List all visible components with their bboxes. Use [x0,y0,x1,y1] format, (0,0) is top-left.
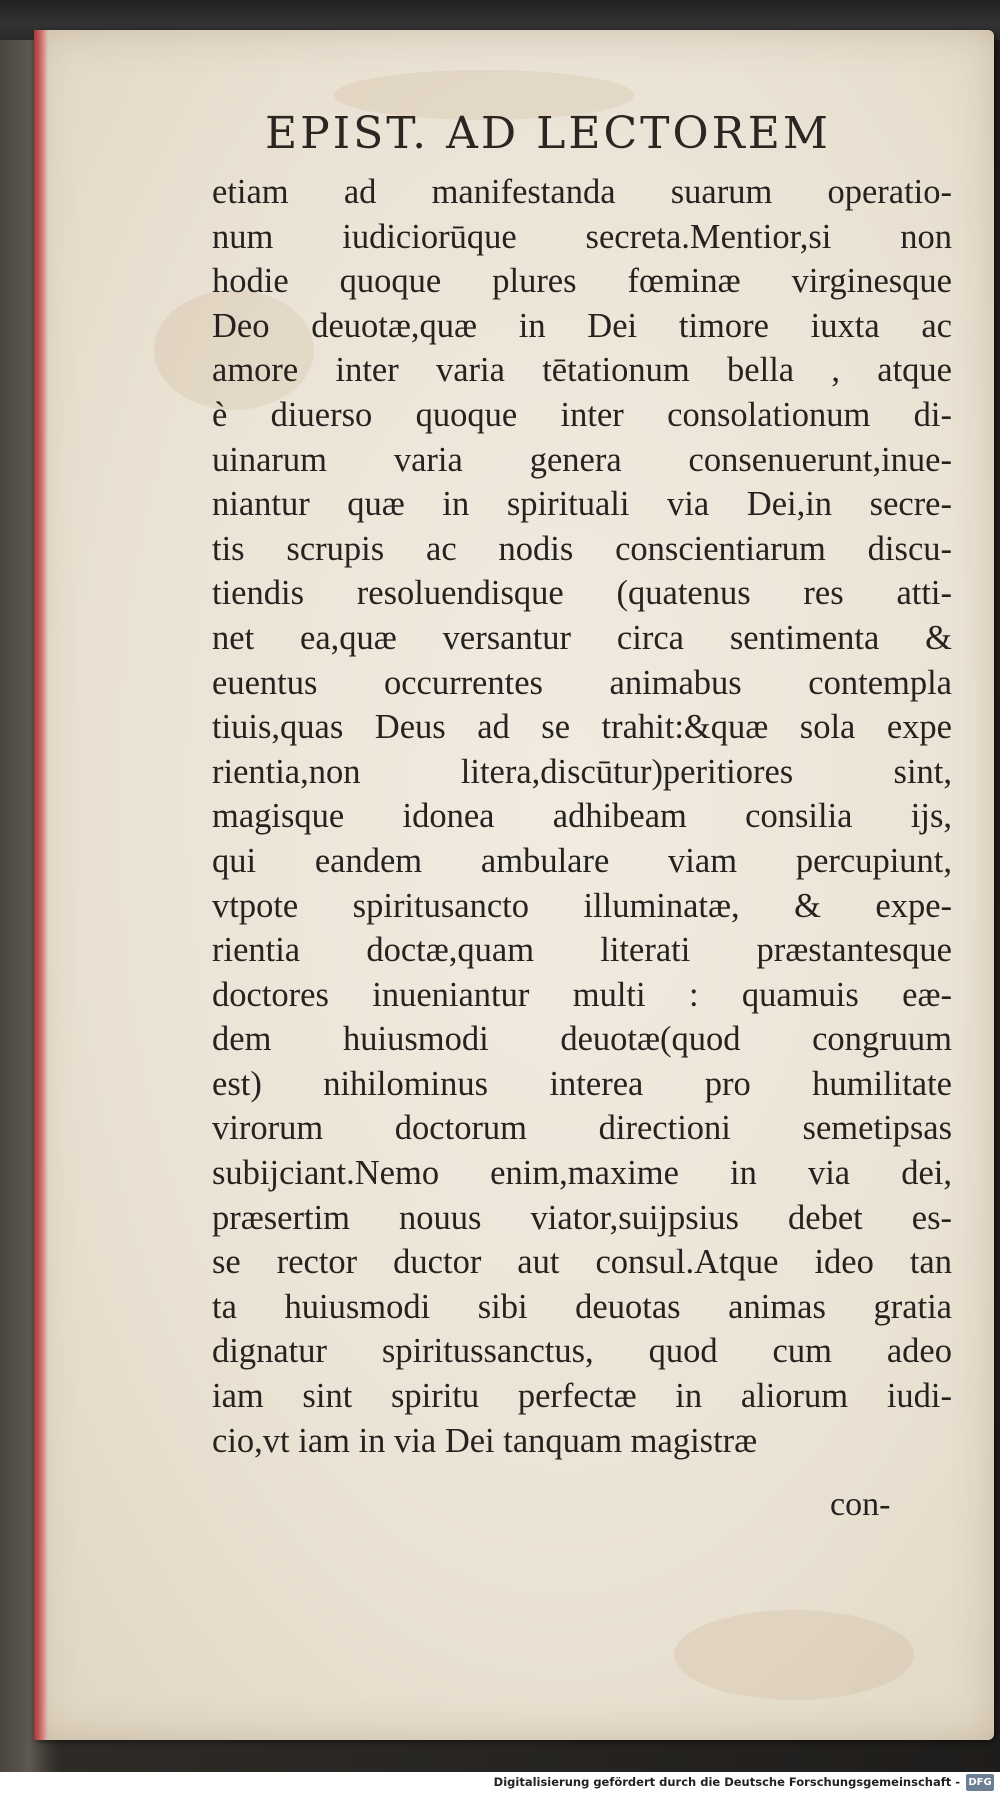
text-line: dem huiusmodi deuotæ(quod congruum [212,1020,952,1059]
text-line: est) nihilominus interea pro humilitate [212,1064,952,1103]
text-line: rientia doctæ,quam literati præstantesque [212,931,952,970]
running-header: EPIST. AD LECTOREM [265,108,831,159]
text-line: niantur quæ in spirituali via Dei,in secre- [212,485,952,524]
text-line: tis scrupis ac nodis conscientiarum discu- [212,529,952,568]
text-line: net ea,quæ versantur circa sentimenta & [212,618,952,657]
text-line: etiam ad manifestanda suarum operatio- [212,173,952,211]
text-line: è diuerso quoque inter consolationum di- [212,395,952,434]
body-text [212,170,952,1463]
text-line: se rector ductor aut consul.Atque ideo tan [212,1243,952,1282]
stain-spot [674,1610,914,1700]
text-line: amore inter varia tētationum bella , atque [212,351,952,390]
text-line: ta huiusmodi sibi deuotas animas gratia [212,1287,952,1326]
red-page-edge [34,30,48,1740]
text-line: cio,vt iam in via Dei tanquam magistræ [212,1421,758,1460]
text-line: qui eandem ambulare viam percupiunt, [212,841,952,880]
text-line: Deo deuotæ,quæ in Dei timore iuxta ac [212,306,952,345]
text-line: rientia,non litera,discūtur)peritiores sint, [212,752,952,791]
text-line: tiuis,quas Deus ad se trahit:&quæ sola expe [212,708,952,747]
dfg-logo: DFG [966,1774,994,1791]
text-line: præsertim nouus viator,suijpsius debet es- [212,1198,952,1237]
text-line: dignatur spiritussanctus, quod cum adeo [212,1332,952,1371]
text-line: virorum doctorum directioni semetipsas [212,1109,952,1148]
funding-credit: Digitalisierung gefördert durch die Deutsche Forschungsgemeinschaft - [493,1775,960,1789]
digitization-footer [0,1772,1000,1795]
text-line: tiendis resoluendisque (quatenus res atti- [212,574,952,613]
text-line: iam sint spiritu perfectæ in aliorum iudi- [212,1377,952,1416]
text-line: subijciant.Nemo enim,maxime in via dei, [212,1154,952,1193]
text-line: vtpote spiritusancto illuminatæ, & expe- [212,886,952,925]
text-line: hodie quoque plures fœminæ virginesque [212,262,952,301]
text-line: num iudiciorūque secreta.Mentior,si non [212,217,952,256]
text-line: uinarum varia genera consenuerunt,inue- [212,440,952,479]
text-line: euentus occurrentes animabus contempla [212,663,952,702]
catchword: con- [830,1486,891,1523]
text-line: magisque idonea adhibeam consilia ijs, [212,797,952,836]
text-line: doctores inueniantur multi : quamuis eæ- [212,975,952,1014]
